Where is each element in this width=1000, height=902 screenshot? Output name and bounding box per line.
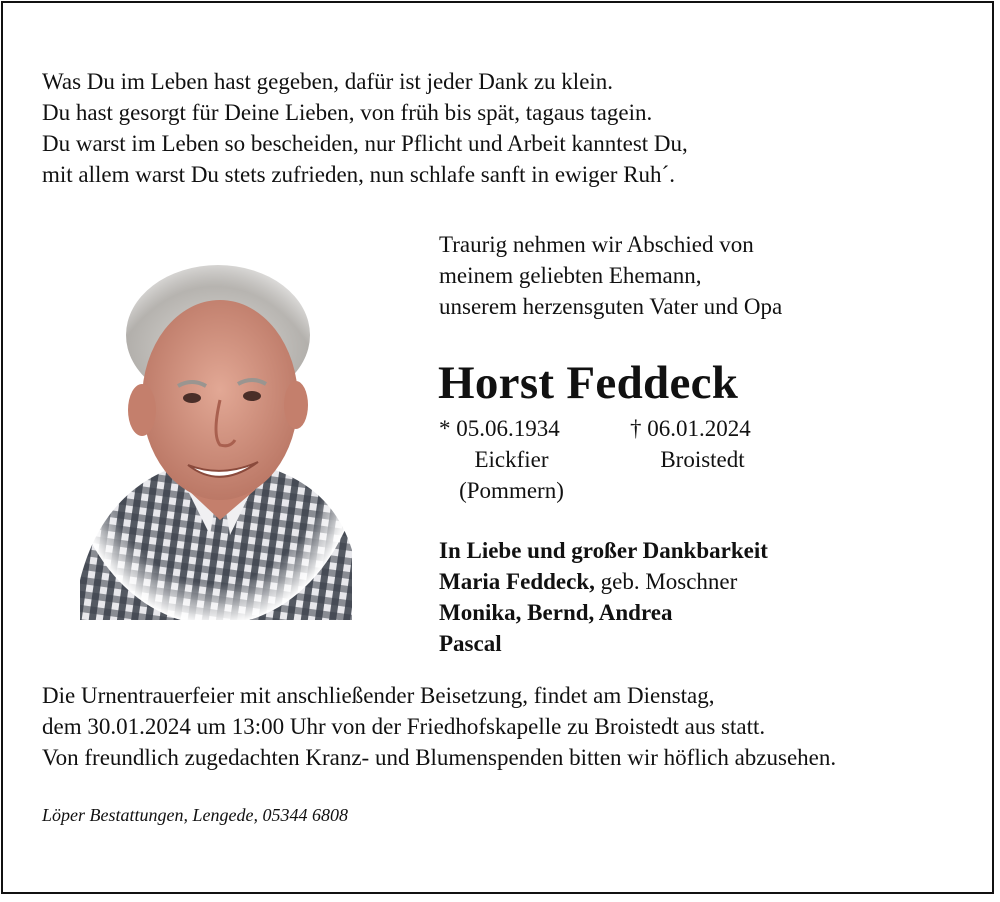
spouse-maiden-name: geb. Moschner: [594, 569, 738, 594]
notice-line: dem 30.01.2024 um 13:00 Uhr von der Friedhofskapelle zu Broistedt aus statt.: [42, 714, 766, 739]
intro-line: Traurig nehmen wir Abschied von: [439, 232, 754, 257]
death-date: † 06.01.2024: [630, 416, 751, 441]
poem-line: Was Du im Leben hast gegeben, dafür ist jeder Dank zu klein.: [42, 69, 614, 94]
intro-line: unserem herzensguten Vater und Opa: [439, 294, 783, 319]
birth-info: [439, 413, 584, 506]
birth-place: Eickfier: [474, 447, 549, 472]
poem: [42, 66, 688, 190]
notice-line: Die Urnentrauerfeier mit anschließender Beisetzung, findet am Dienstag,: [42, 683, 715, 708]
notice-line: Von freundlich zugedachten Kranz- und Blumenspenden bitten wir höflich abzusehen.: [42, 745, 837, 770]
death-place: Broistedt: [660, 447, 745, 472]
deceased-name: Horst Feddeck: [438, 357, 739, 409]
mourners: [439, 535, 768, 659]
poem-line: Du warst im Leben so bescheiden, nur Pflicht und Arbeit kanntest Du,: [42, 131, 688, 156]
grandchild: Pascal: [439, 631, 502, 656]
poem-line: Du hast gesorgt für Deine Lieben, von früh bis spät, tagaus tagein.: [42, 100, 653, 125]
funeral-notice: [42, 680, 836, 773]
spouse-name: Maria Feddeck,: [439, 569, 595, 594]
undertaker-info: Löper Bestattungen, Lengede, 05344 6808: [42, 805, 348, 825]
spouse: [439, 566, 768, 597]
birth-date: * 05.06.1934: [439, 416, 560, 441]
intro: [439, 229, 782, 322]
portrait-photo: [70, 250, 360, 620]
birth-region: (Pommern): [459, 478, 564, 503]
children: Monika, Bernd, Andrea: [439, 600, 673, 625]
mourners-heading: In Liebe und großer Dankbarkeit: [439, 538, 768, 563]
poem-line: mit allem warst Du stets zufrieden, nun schlafe sanft in ewiger Ruh´.: [42, 162, 675, 187]
intro-line: meinem geliebten Ehemann,: [439, 263, 702, 288]
death-info: [630, 413, 775, 475]
